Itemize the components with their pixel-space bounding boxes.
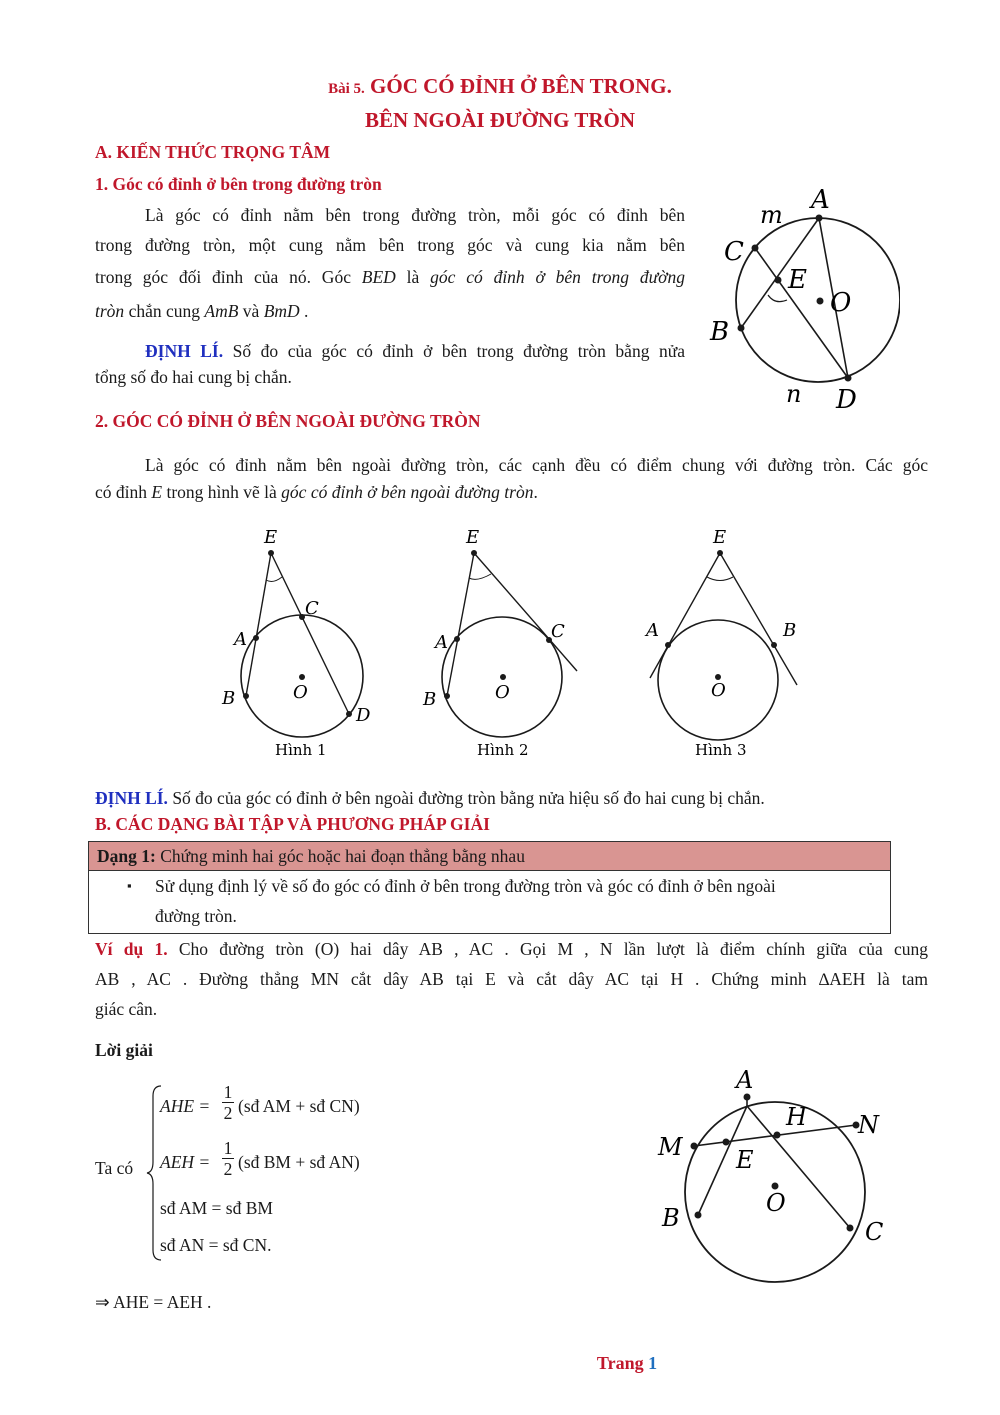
dang1-box: [88, 841, 891, 934]
arc-amb: AmB: [204, 301, 239, 321]
lesson-title: [0, 74, 1000, 99]
taco-text: Ta có: [95, 1158, 134, 1178]
fig3-point-a: [665, 642, 671, 648]
point-o: [817, 298, 824, 305]
fig2-label-a: A: [435, 632, 448, 653]
p1-line2: trong đường tròn, một cung nằm bên trong góc và cung kia nằm bên: [95, 235, 685, 255]
figure-example: [650, 1060, 900, 1285]
p1-line4b: chắn cung: [124, 301, 205, 321]
label-a: A: [811, 185, 830, 215]
p2-line2c: trong hình vẽ là: [162, 482, 282, 502]
vertex-e: E: [151, 482, 163, 502]
subsection-2-heading: 2. GÓC CÓ ĐỈNH Ở BÊN NGOÀI ĐƯỜNG TRÒN: [95, 411, 481, 431]
label-c: C: [865, 1218, 884, 1246]
label-e: E: [788, 265, 807, 295]
figure-3: [644, 527, 797, 759]
figure-2: [422, 527, 577, 759]
theorem2-text: Số đo của góc có đỉnh ở bên ngoài đường tròn bằng nửa hiệu số đo hai cung bị chắn.: [167, 788, 765, 808]
fig3-point-e: [717, 550, 723, 556]
theorem-inside: [95, 338, 685, 390]
angle-arc-bed: [768, 295, 787, 302]
point-a: [816, 215, 823, 222]
theorem-outside: [95, 783, 935, 813]
paragraph-inside-angle: [95, 200, 685, 328]
eq4: sđ AN = sđ CN.: [160, 1235, 272, 1255]
fig3-point-b: [771, 642, 777, 648]
eq1-fraction: [222, 1082, 234, 1123]
label-m: m: [760, 201, 783, 229]
fig2-label-c: C: [551, 621, 565, 642]
fig1-label-e: E: [264, 527, 278, 548]
figure-inside-angle: [700, 180, 900, 412]
lesson-title-line2: BÊN NGOÀI ĐƯỜNG TRÒN: [364, 108, 636, 132]
eq3: sđ AM = sđ BM: [160, 1198, 273, 1218]
dang1-header: [89, 842, 890, 871]
eq1-frac-den: 2: [223, 1103, 233, 1123]
p2-line2: [95, 479, 928, 506]
figure-1: [221, 527, 371, 759]
point-m: [691, 1143, 698, 1150]
label-d: D: [836, 385, 857, 412]
theorem1-text: Số đo của góc có đỉnh ở bên trong đường tròn bằng nửa: [223, 341, 685, 361]
page-number: 1: [648, 1353, 658, 1373]
example-line2: AB , AC . Đường thẳng MN cắt dây AB tại E và cắt dây AC tại H . Chứng minh ∆AEH là tam: [95, 969, 928, 989]
label-n: n: [786, 380, 802, 408]
fig2-label-o: O: [495, 682, 510, 703]
bullet-icon: ▪: [127, 878, 132, 893]
fig2-point-e: [471, 550, 477, 556]
label-b: B: [710, 317, 730, 347]
p1-line3c: là: [395, 267, 431, 287]
example-label: Ví dụ 1.: [95, 939, 168, 959]
dang1-body: [89, 871, 890, 933]
fig3-line-eb: [720, 553, 797, 685]
p1-line3a: trong góc đối đỉnh của nó. Góc: [95, 267, 362, 287]
lesson-title-line1: GÓC CÓ ĐỈNH Ở BÊN TRONG.: [364, 74, 672, 98]
point-b: [695, 1212, 702, 1219]
p2-line2d: góc có đỉnh ở bên ngoài đường tròn: [281, 482, 534, 502]
fig2-label-e: E: [466, 527, 480, 548]
example-line1: [95, 934, 928, 964]
fig2-point-a: [454, 636, 460, 642]
eq1-rhs: (sđ AM + sđ CN): [238, 1096, 360, 1116]
fig2-caption: Hình 2: [477, 741, 529, 759]
fig2-point-o: [500, 674, 506, 680]
point-e: [723, 1139, 730, 1146]
fig1-label-b: B: [222, 688, 236, 709]
conclusion: ⇒ AHE = AEH .: [95, 1292, 212, 1312]
fig1-label-d: D: [356, 705, 371, 726]
dang1-line1: Sử dụng định lý về số đo góc có đỉnh ở bên trong đường tròn và góc có đỉnh ở bên ngoài: [155, 876, 776, 896]
p1-line4a: tròn: [95, 301, 125, 321]
fig1-caption: Hình 1: [275, 741, 327, 759]
dang1-line2: đường tròn.: [155, 906, 237, 926]
fig1-point-d: [346, 711, 352, 717]
figures-outside-angle: [210, 522, 850, 767]
point-e: [775, 277, 782, 284]
point-c: [752, 245, 759, 252]
fig1-label-c: C: [305, 598, 319, 619]
fig3-caption: Hình 3: [695, 741, 747, 759]
point-d: [845, 375, 852, 382]
dang1-label: Dạng 1:: [97, 846, 156, 866]
fig1-angle-arc: [266, 577, 282, 581]
fig3-label-a: A: [646, 620, 659, 641]
dang1-title: Chứng minh hai góc hoặc hai đoạn thẳng bằng nhau: [155, 846, 525, 866]
chord-ab: [741, 218, 819, 328]
lesson-number: Bài 5.: [328, 81, 365, 97]
solution-label: Lời giải: [95, 1040, 153, 1060]
p1-line1: Là góc có đỉnh nằm bên trong đường tròn, mỗi góc có đỉnh bên: [145, 205, 685, 225]
eq2-fraction: [222, 1138, 234, 1179]
label-c: C: [724, 237, 744, 267]
theorem1-label: ĐỊNH LÍ.: [145, 341, 224, 361]
fig1-label-a: A: [234, 629, 247, 650]
fig1-line-ed: [271, 553, 349, 714]
footer-label: Trang: [596, 1353, 644, 1373]
p1-line3d: góc có đỉnh ở bên trong đường: [430, 267, 685, 287]
label-n: N: [858, 1111, 879, 1139]
eq1-frac-num: 1: [223, 1082, 233, 1102]
eq1-lhs: AHE =: [160, 1096, 211, 1116]
eq2-frac-den: 2: [223, 1159, 233, 1179]
p1-line3: [95, 260, 685, 294]
example-line3: giác cân.: [95, 999, 158, 1019]
fig3-line-ea: [650, 553, 720, 678]
fig1-point-o: [299, 674, 305, 680]
fig3-label-e: E: [713, 527, 727, 548]
fig1-label-o: O: [293, 682, 308, 703]
fig2-line-ec: [474, 553, 577, 671]
p2-line1: Là góc có đỉnh nằm bên ngoài đường tròn, các cạnh đều có điểm chung với đường tròn. Các góc: [145, 455, 928, 475]
theorem2-label: ĐỊNH LÍ.: [95, 788, 168, 808]
eq2-frac-num: 1: [223, 1138, 233, 1158]
theorem1-line1: [95, 338, 685, 364]
paragraph-outside-angle: [95, 452, 928, 506]
section-b-heading: B. CÁC DẠNG BÀI TẬP VÀ PHƯƠNG PHÁP GIẢI: [95, 814, 490, 834]
p1-line4d: và: [238, 301, 264, 321]
fig2-angle-arc: [469, 574, 491, 579]
point-c: [847, 1225, 854, 1232]
label-b: B: [662, 1204, 680, 1232]
fig3-label-b: B: [783, 620, 797, 641]
fig1-point-b: [243, 693, 249, 699]
fig1-point-e: [268, 550, 274, 556]
point-h: [774, 1132, 781, 1139]
p2-line2e: .: [533, 482, 538, 502]
label-m: M: [658, 1133, 683, 1161]
label-o: O: [830, 288, 852, 318]
label-a: A: [736, 1066, 754, 1094]
example-line1-text: Cho đường tròn (O) hai dây AB , AC . Gọi M , N lần lượt là điểm chính giữa của cung: [167, 939, 928, 959]
subsection-1-heading: 1. Góc có đỉnh ở bên trong đường tròn: [95, 174, 382, 194]
angle-bed: BED: [361, 267, 396, 287]
fig3-label-o: O: [711, 680, 726, 701]
p2-line2a: có đỉnh: [95, 482, 152, 502]
eq2-rhs: (sđ BM + sđ AN): [238, 1152, 360, 1172]
p1-line4: [95, 294, 685, 328]
fig2-line-eb: [447, 553, 474, 696]
label-h: H: [786, 1103, 807, 1131]
arc-bmd: BmD: [263, 301, 300, 321]
page-footer: [0, 1353, 1000, 1374]
point-b: [738, 325, 745, 332]
fig2-point-b: [444, 693, 450, 699]
label-o: O: [766, 1189, 786, 1217]
label-e: E: [736, 1146, 754, 1174]
fig3-angle-arc: [707, 577, 733, 581]
section-a-heading: A. KIẾN THỨC TRỌNG TÂM: [95, 142, 331, 162]
fig1-line-eb: [246, 553, 271, 696]
fig1-point-a: [253, 635, 259, 641]
fig2-label-b: B: [423, 689, 437, 710]
example-1: [95, 934, 928, 1024]
eq2-lhs: AEH =: [160, 1152, 211, 1172]
theorem1-line2: tổng số đo hai cung bị chắn.: [95, 367, 292, 387]
p1-line4f: .: [299, 301, 309, 321]
